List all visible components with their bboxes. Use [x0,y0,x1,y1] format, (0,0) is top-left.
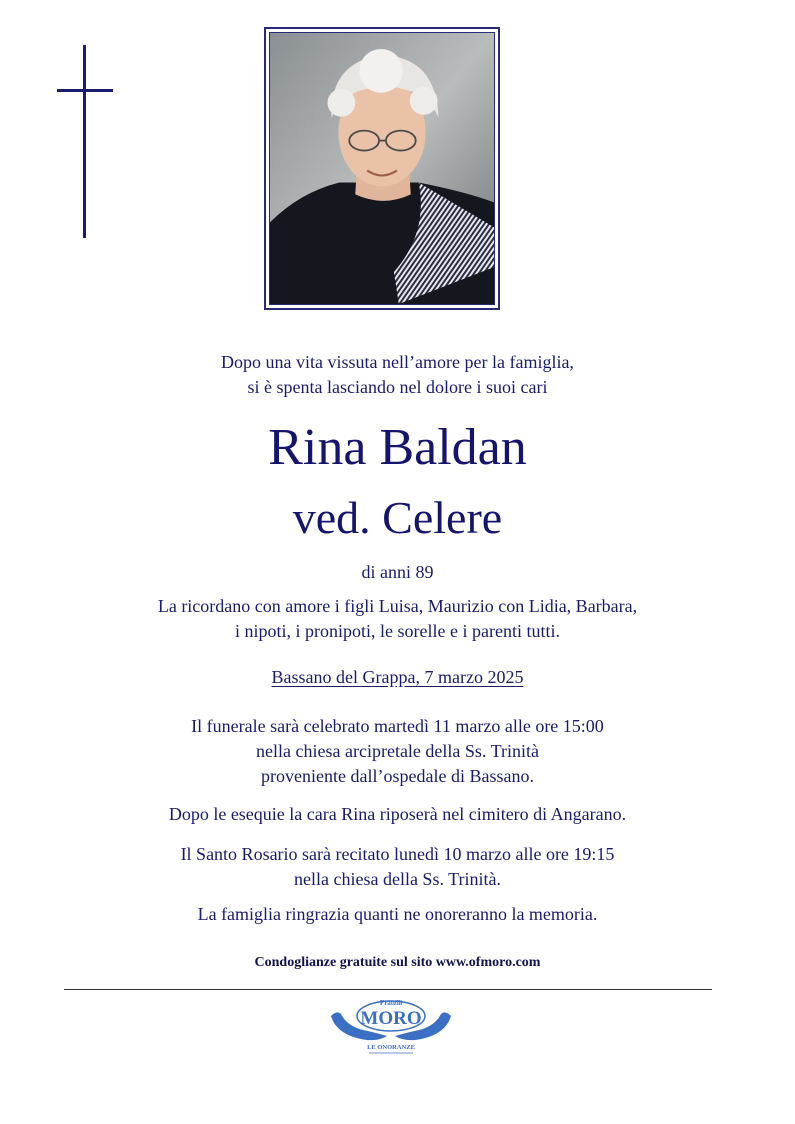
place-date [0,665,795,689]
funeral-line-2: nella chiesa arcipretale della Ss. Trinità [256,741,539,761]
logo-main-text: MORO [360,1008,422,1029]
widow-of: ved. Celere [292,492,503,543]
thanks-text: La famiglia ringrazia quanti ne onoreranno la memoria. [197,904,598,924]
divider [64,989,712,990]
condolences-link[interactable]: Condoglianze gratuite sul sito www.ofmoro.com [254,955,541,970]
funeral-line-1: Il funerale sarà celebrato martedì 11 marzo alle ore 15:00 [191,716,604,736]
mourners-text [0,594,795,644]
intro-text [0,350,795,400]
place-date-text: Bassano del Grappa, 7 marzo 2025 [271,667,524,687]
mourners-line-2: i nipoti, i pronipoti, le sorelle e i parenti tutti. [235,621,560,641]
funeral-line-3: proveniente dall’ospedale di Bassano. [261,766,534,786]
rosary-details [0,842,795,892]
deceased-name: Rina Baldan [268,419,527,476]
moro-logo [327,996,455,1056]
rosary-line-1: Il Santo Rosario sarà recitato lunedì 10 marzo alle ore 19:15 [180,844,615,864]
age-text: di anni 89 [361,562,434,582]
funeral-details [0,714,795,789]
intro-line-1: Dopo una vita vissuta nell’amore per la famiglia, [221,352,574,372]
rosary-line-2: nella chiesa della Ss. Trinità. [294,869,501,889]
logo-top-text: Fratelli [379,999,403,1007]
portrait-frame [264,27,500,310]
portrait-photo [269,32,495,305]
mourners-line-1: La ricordano con amore i figli Luisa, Maurizio con Lidia, Barbara, [157,596,638,616]
cross-horizontal-bar [57,89,113,92]
intro-line-2: si è spenta lasciando nel dolore i suoi cari [247,377,548,397]
cross-vertical-bar [83,45,86,238]
burial-text: Dopo le esequie la cara Rina riposerà nel cimitero di Angarano. [168,804,627,824]
logo-bottom-text: LE ONORANZE [367,1044,415,1051]
